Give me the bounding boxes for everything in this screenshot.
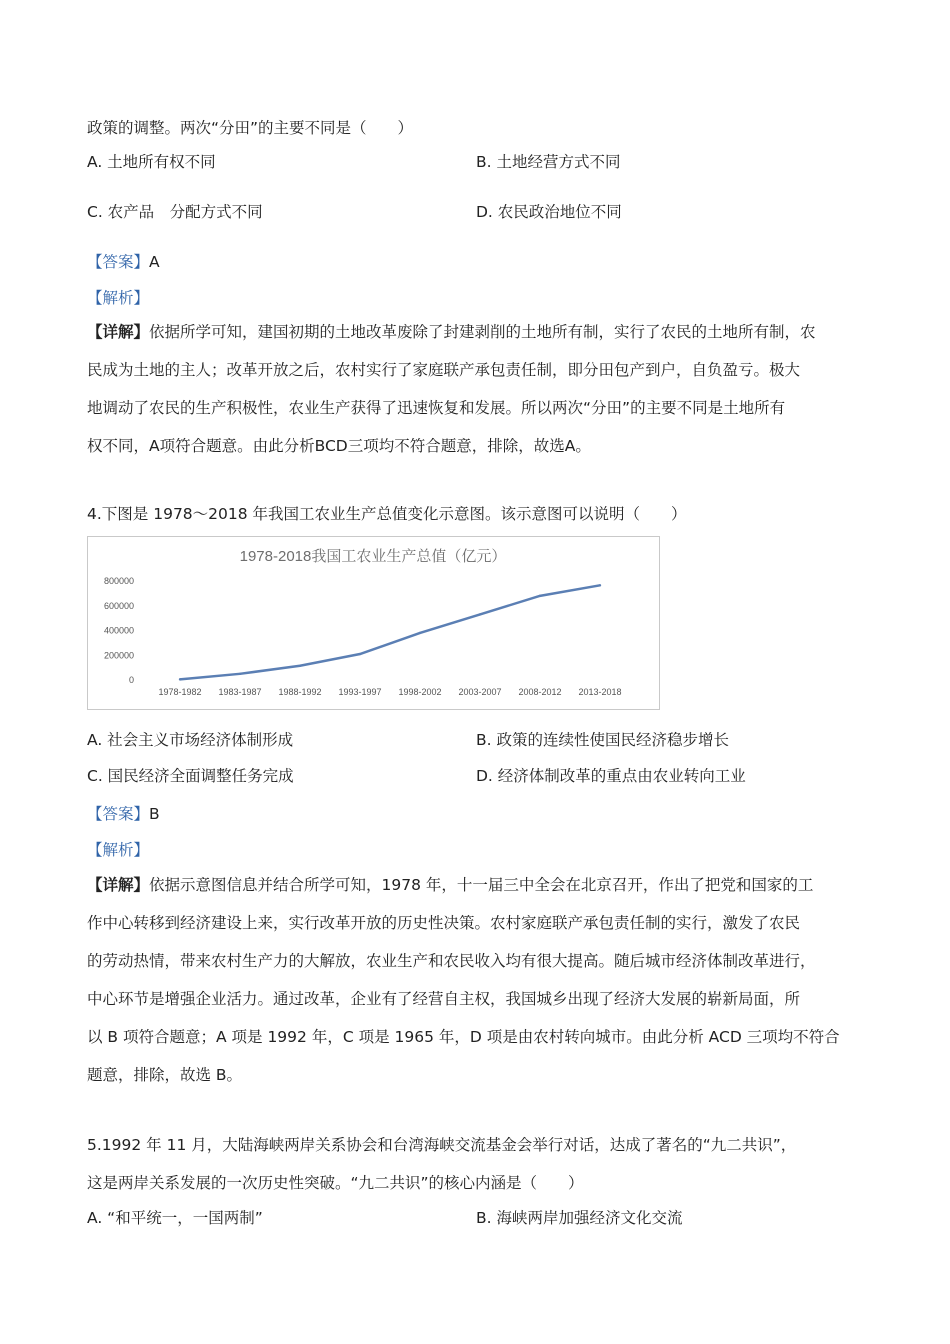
x-tick-label: 2008-2012	[518, 687, 562, 697]
q4-analysis-label: 【解析】	[87, 841, 150, 859]
q3-analysis-label: 【解析】	[87, 289, 150, 307]
x-tick-label: 2003-2007	[458, 687, 502, 697]
q4-option-b[interactable]: B. 政策的连续性使国民经济稳步增长	[476, 731, 729, 749]
x-tick-label: 2013-2018	[578, 687, 622, 697]
q4-option-a[interactable]: A. 社会主义市场经济体制形成	[87, 731, 294, 749]
q3-answer	[87, 250, 160, 272]
q4-stem: 4.下图是 1978～2018 年我国工农业生产总值变化示意图。该示意图可以说明（ ）	[87, 505, 687, 523]
q5-option-b[interactable]: B. 海峡两岸加强经济文化交流	[476, 1209, 683, 1227]
q3-option-c[interactable]: C. 农产品 分配方式不同	[87, 203, 263, 221]
y-tick-label: 0	[128, 675, 134, 685]
line-chart	[88, 537, 659, 709]
data-point	[299, 665, 301, 667]
answer-value: A	[149, 253, 160, 271]
q3-option-a[interactable]: A. 土地所有权不同	[87, 153, 216, 171]
data-point	[479, 613, 481, 615]
x-tick-label: 1983-1987	[218, 687, 262, 697]
q4-detail-line-1	[87, 873, 813, 895]
detail-text: 依据示意图信息并结合所学可知，1978 年，十一届三中全会在北京召开，作出了把党和国家的工	[149, 876, 814, 894]
series-line	[180, 585, 600, 679]
data-point	[419, 632, 421, 634]
x-tick-label: 1988-1992	[278, 687, 322, 697]
q4-option-c[interactable]: C. 国民经济全面调整任务完成	[87, 767, 294, 785]
q3-detail-line-2: 民成为土地的主人；改革开放之后，农村实行了家庭联产承包责任制，即分田包产到户，自负盈亏。极大	[87, 361, 801, 379]
q3-option-b[interactable]: B. 土地经营方式不同	[476, 153, 621, 171]
q4-detail-line-5: 以 B 项符合题意；A 项是 1992 年，C 项是 1965 年，D 项是由农村转向城市。由此分析 ACD 三项均不符合	[87, 1028, 840, 1046]
data-point	[599, 584, 601, 586]
q4-detail-line-3: 的劳动热情，带来农村生产力的大解放，农业生产和农民收入均有很大提高。随后城市经济体制改革进行，	[87, 952, 816, 970]
answer-label: 【答案】	[87, 253, 150, 271]
q5-stem-line-1: 5.1992 年 11 月，大陆海峡两岸关系协会和台湾海峡交流基金会举行对话，达成了著名的“九二共识”，	[87, 1136, 797, 1154]
detail-text: 依据所学可知，建国初期的土地改革废除了封建剥削的土地所有制，实行了农民的土地所有制，农	[149, 323, 816, 341]
y-tick-label: 400000	[103, 625, 134, 636]
answer-label: 【答案】	[87, 805, 150, 823]
q3-detail-line-4: 权不同，A项符合题意。由此分析BCD三项均不符合题意，排除，故选A。	[87, 437, 591, 455]
x-tick-label: 1998-2002	[398, 687, 442, 697]
detail-label: 【详解】	[87, 876, 150, 894]
data-point	[539, 595, 541, 597]
x-tick-label: 1978-1982	[158, 687, 202, 697]
q4-detail-line-2: 作中心转移到经济建设上来，实行改革开放的历史性决策。农村家庭联产承包责任制的实行，激发了农民	[87, 914, 801, 932]
q5-option-a[interactable]: A. “和平统一，一国两制”	[87, 1209, 263, 1227]
chart-title: 1978-2018我国工农业生产总值（亿元）	[239, 548, 507, 565]
q4-option-d[interactable]: D. 经济体制改革的重点由农业转向工业	[476, 767, 746, 785]
y-tick-label: 600000	[103, 600, 134, 611]
q5-stem-line-2: 这是两岸关系发展的一次历史性突破。“九二共识”的核心内涵是（ ）	[87, 1174, 584, 1192]
x-tick-label: 1993-1997	[338, 687, 382, 697]
data-point	[239, 673, 241, 675]
q4-detail-line-4: 中心环节是增强企业活力。通过改革，企业有了经营自主权，我国城乡出现了经济大发展的崭新局面，所	[87, 990, 801, 1008]
data-point	[359, 653, 361, 655]
q3-option-d[interactable]: D. 农民政治地位不同	[476, 203, 622, 221]
y-tick-label: 800000	[103, 576, 134, 586]
detail-label: 【详解】	[87, 323, 150, 341]
q3-detail-line-1	[87, 320, 816, 342]
q3-detail-line-3: 地调动了农民的生产积极性，农业生产获得了迅速恢复和发展。所以两次“分田”的主要不同是土地所有	[87, 399, 786, 417]
q4-answer	[87, 802, 160, 824]
q3-stem-tail: 政策的调整。两次“分田”的主要不同是（ ）	[87, 119, 414, 137]
y-tick-label: 200000	[103, 650, 134, 661]
data-point	[179, 678, 181, 680]
chart-container	[87, 536, 660, 710]
answer-value: B	[149, 805, 160, 823]
q4-detail-line-6: 题意，排除，故选 B。	[87, 1066, 243, 1084]
